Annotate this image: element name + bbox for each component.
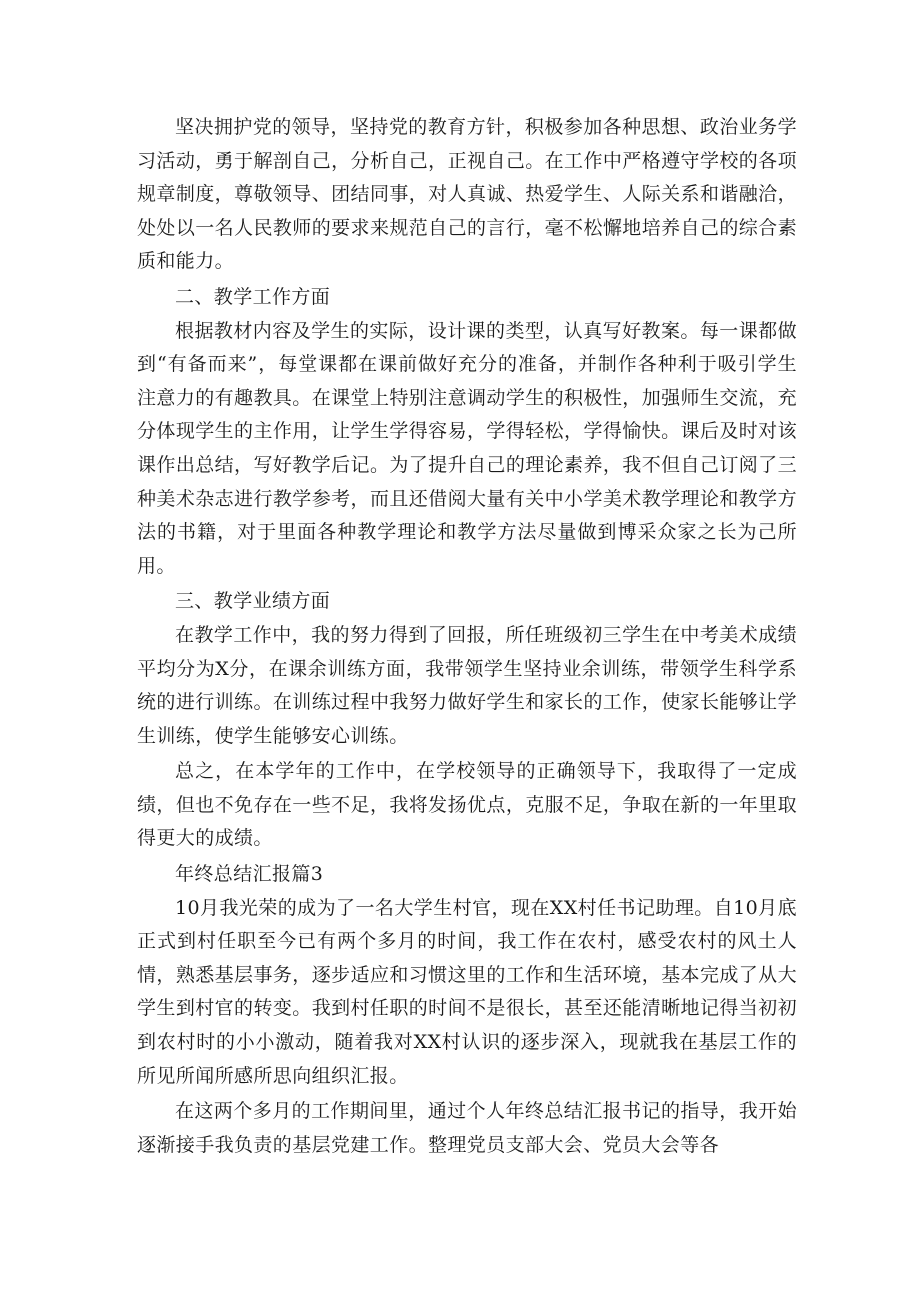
paragraph-teaching-work: 根据教材内容及学生的实际，设计课的类型，认真写好教案。每一课都做到“有备而来”，每堂课都在课前做好充分的准备，并制作各种利于吸引学生注意力的有趣教具。在课堂上特别注意调动学生的积极性，加强师生交流，充分体现学生的主作用，让学生学得容易，学得轻松，学得愉快。课后及时对该课作出总结，写好教学后记。为了提升自己的理论素养，我不但自己订阅了三种美术杂志进行教学参考，而且还借阅大量有关中小学美术教学理论和教学方法的书籍，对于里面各种教学理论和教学方法尽量做到博采众家之长为己所用。 — [137, 319, 797, 577]
paragraph-village-official: 10月我光荣的成为了一名大学生村官，现在XX村任书记助理。自10月底正式到村任职至今已有两个多月的时间，我工作在农村，感受农村的风土人情，熟悉基层事务，逐步适应和习惯这里的工作和生活环境，基本完成了从大学生到村官的转变。我到村任职的时间不是很长，甚至还能清晰地记得当初初到农村时的小小激动，随着我对XX村认识的逐步深入，现就我在基层工作的所见所闻所感所思向组织汇报。 — [137, 896, 797, 1087]
document-body — [137, 111, 797, 1162]
paragraph-political-study: 坚决拥护党的领导，坚持党的教育方针，积极参加各种思想、政治业务学习活动，勇于解剖自己，分析自己，正视自己。在工作中严格遵守学校的各项规章制度，尊敬领导、团结同事，对人真诚、热爱学生、人际关系和谐融洽，处处以一名人民教师的要求来规范自己的言行，毫不松懈地培养自己的综合素质和能力。 — [137, 116, 797, 273]
heading-teaching-work: 二、教学工作方面 — [175, 285, 331, 308]
heading-teaching-results: 三、教学业绩方面 — [175, 590, 331, 613]
paragraph-conclusion: 总之，在本学年的工作中，在学校领导的正确领导下，我取得了一定成绩，但也不免存在一些不足，我将发扬优点，克服不足，争取在新的一年里取得更大的成绩。 — [137, 760, 797, 850]
paragraph-teaching-results: 在教学工作中，我的努力得到了回报，所任班级初三学生在中考美术成绩平均分为X分，在课余训练方面，我带领学生坚持业余训练，带领学生科学系统的进行训练。在训练过程中我努力做好学生和家长的工作，使家长能够让学生训练，使学生能够安心训练。 — [137, 623, 797, 747]
paragraph-party-building: 在这两个多月的工作期间里，通过个人年终总结汇报书记的指导，我开始逐渐接手我负责的基层党建工作。整理党员支部大会、党员大会等各 — [137, 1100, 797, 1156]
heading-report-part-3: 年终总结汇报篇3 — [175, 863, 324, 886]
